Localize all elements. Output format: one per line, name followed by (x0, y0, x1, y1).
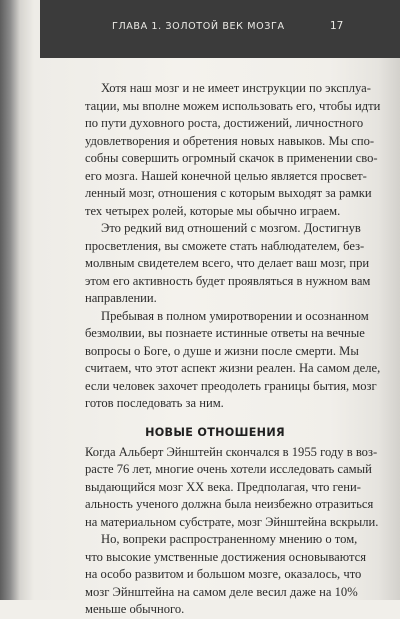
text-line: этом его активность будет проявляться в нужном вам (85, 273, 371, 288)
text-line: тации, мы вполне можем использовать его, чтобы идти (85, 98, 381, 113)
section-paragraph-1 (85, 444, 379, 532)
text-line: Когда Альберт Эйнштейн скончался в 1955 году в воз- (85, 444, 378, 459)
paragraph-2 (85, 220, 371, 308)
text-line: тех четырех ролей, которые мы обычно играем. (85, 203, 341, 218)
text-line: что высокие умственные достижения основываются (85, 549, 367, 564)
text-line: Но, вопреки распространенному мнению о том, (101, 532, 358, 546)
text-line: его мозга. Нашей конечной целью является просвет- (85, 168, 367, 183)
text-line: удовлетворения и обретения новых навыков. Мы спо- (85, 133, 375, 148)
text-line: если человек захочет преодолеть границы бытия, мозг (85, 378, 377, 393)
text-line: собны совершить огромный скачок в применении сво- (85, 151, 378, 165)
text-line: считаем, что этот аспект жизни реален. На самом деле, (85, 361, 381, 375)
page-text (85, 80, 381, 619)
section-heading: НОВЫЕ ОТНОШЕНИЯ (145, 425, 285, 439)
text-line: меньше обычного. (85, 602, 185, 616)
section-paragraph-2 (85, 531, 367, 619)
text-line: по пути духовного роста, достижений, личностного (85, 116, 364, 130)
running-head: ГЛАВА 1. ЗОЛОТОЙ ВЕК МОЗГА (112, 21, 285, 32)
paragraph-1 (85, 80, 381, 220)
text-line: расте 76 лет, многие очень хотели исследовать самый (85, 462, 372, 476)
text-line: мозг Эйнштейна на самом деле весил даже на 10% (85, 584, 358, 599)
text-line: на материальном субстрате, мозг Эйнштейна вскрыли. (85, 514, 379, 529)
text-line: Пребывая в полном умиротворении и осознанном (101, 308, 369, 323)
text-line: готов последовать за ним. (85, 396, 224, 410)
text-line: выдающийся мозг XX века. Предполагая, что гени- (85, 479, 361, 494)
text-line: направлении. (85, 291, 157, 305)
page-number: 17 (330, 20, 344, 32)
text-line: Хотя наш мозг и не имеет инструкции по эксплуа- (101, 81, 371, 95)
text-line: молвным свидетелем всего, что делает ваш мозг, при (85, 256, 370, 270)
text-line: ленный мозг, отношения с которым выходят за рамки (85, 186, 372, 200)
text-line: на особо развитом и большом мозге, оказалось, что (85, 567, 362, 581)
paragraph-3 (85, 308, 381, 413)
text-line: альность ученого должна была неизбежно отразиться (85, 497, 374, 511)
text-line: безмолвии, вы познаете истинные ответы на вечные (85, 326, 365, 340)
text-line: просветления, вы сможете стать наблюдателем, без- (85, 238, 365, 253)
text-line: Это редкий вид отношений с мозгом. Достигнув (101, 221, 361, 235)
text-line: вопросы о Боге, о душе и жизни после смерти. Мы (85, 343, 359, 358)
